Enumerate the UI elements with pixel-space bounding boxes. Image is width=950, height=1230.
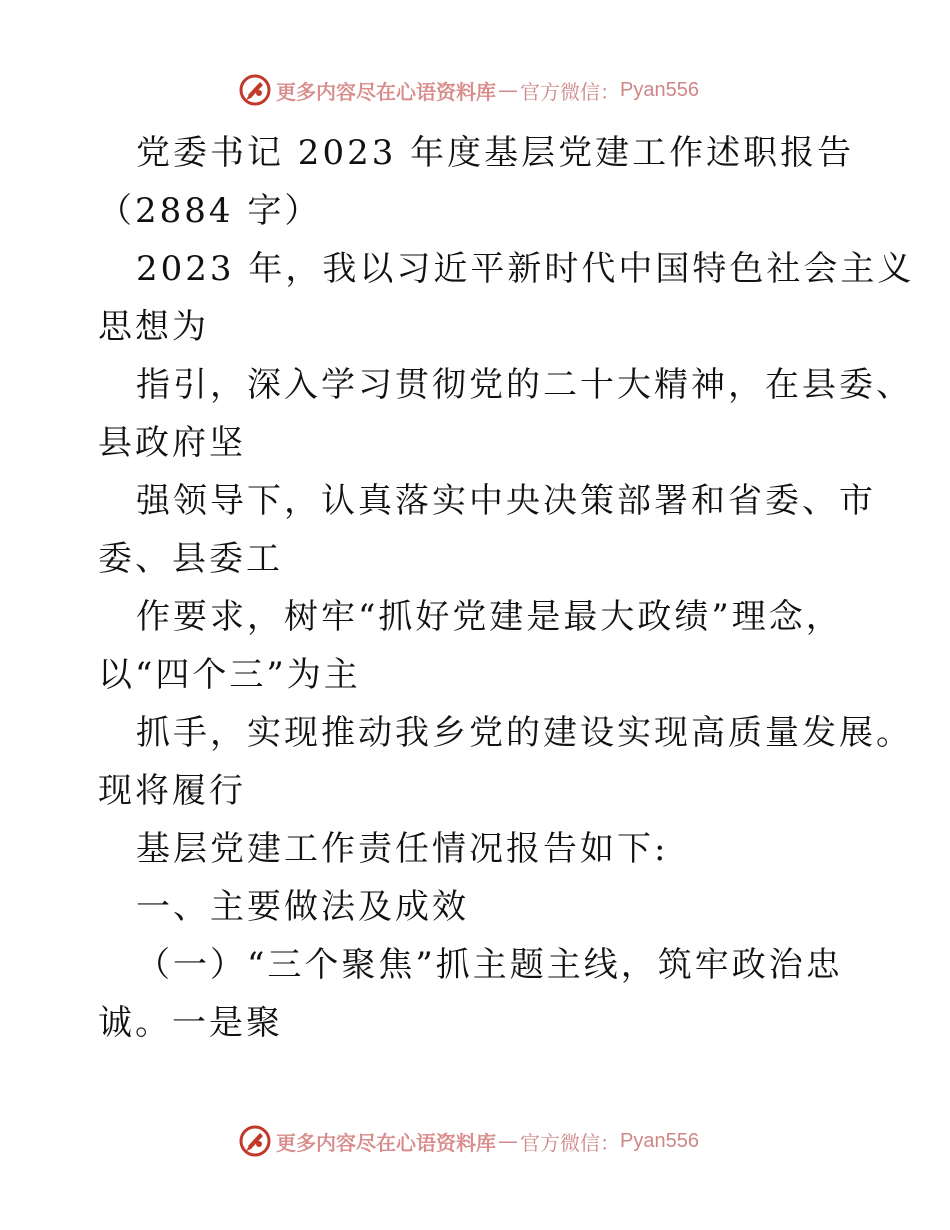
paragraph-line: 作要求，树牢“抓好党建是最大政绩”理念， (136, 597, 843, 637)
watermark-dash: — (498, 1129, 518, 1153)
paragraph-line: 强领导下，认真落实中央决策部署和省委、市 (136, 481, 876, 521)
watermark-id: Pyan556 (620, 78, 699, 101)
subsection-heading: （一）“三个聚焦”抓主题主线，筑牢政治忠 (136, 945, 843, 985)
watermark-brand: 更多内容尽在心语资料库 (276, 1130, 496, 1155)
footer-watermark (238, 1123, 699, 1159)
watermark-dash: — (498, 78, 518, 102)
watermark-label: 官方微信： (520, 79, 620, 104)
paragraph-line: 县政府坚 (98, 423, 246, 463)
watermark-id: Pyan556 (620, 1129, 699, 1152)
watermark-label: 官方微信： (520, 1130, 620, 1155)
header-watermark (238, 72, 699, 108)
doc-title-line-1: 党委书记 2023 年度基层党建工作述职报告 (136, 133, 855, 173)
paragraph-line: 现将履行 (98, 771, 246, 811)
paragraph-line: 基层党建工作责任情况报告如下: (136, 829, 669, 869)
brand-logo-icon (238, 1124, 272, 1158)
paragraph-line: 2023 年，我以习近平新时代中国特色社会主义 (136, 249, 915, 289)
paragraph-line: 以“四个三”为主 (98, 655, 361, 695)
section-heading: 一、主要做法及成效 (136, 887, 469, 927)
doc-title-line-2: （2884 字） (98, 191, 322, 231)
paragraph-line: 诚。一是聚 (98, 1003, 283, 1043)
watermark-brand: 更多内容尽在心语资料库 (276, 79, 496, 104)
brand-logo-icon (238, 73, 272, 107)
document-body (98, 124, 915, 1052)
paragraph-line: 委、县委工 (98, 539, 283, 579)
paragraph-line: 思想为 (98, 307, 209, 347)
paragraph-line: 指引，深入学习贯彻党的二十大精神，在县委、 (136, 365, 913, 405)
paragraph-line: 抓手，实现推动我乡党的建设实现高质量发展。 (136, 713, 913, 753)
